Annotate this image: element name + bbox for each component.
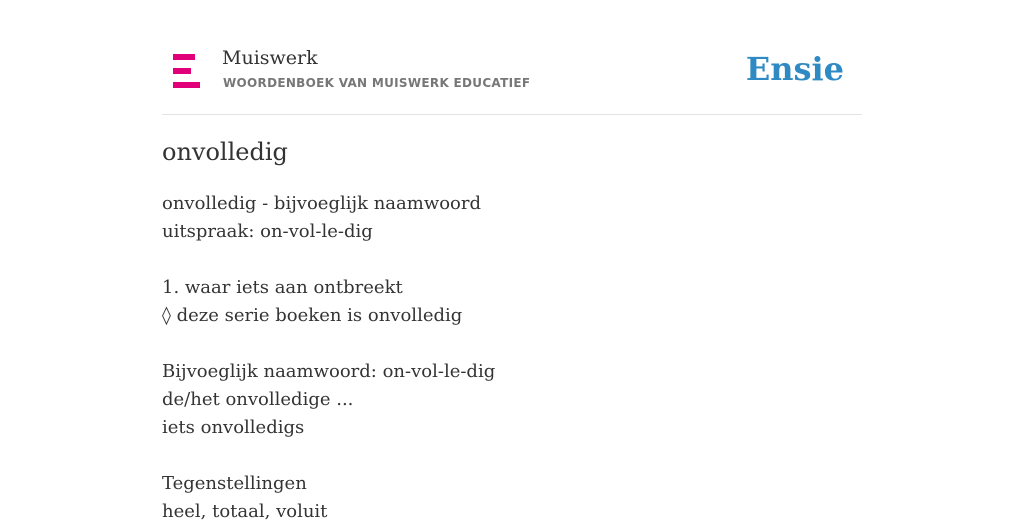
definition-line: uitspraak: on-vol-le-dig — [162, 221, 373, 242]
definition-line: de/het onvolledige ... — [162, 389, 354, 410]
definition-body — [162, 190, 862, 526]
definition-line: iets onvolledigs — [162, 417, 305, 438]
definition-line: heel, totaal, voluit — [162, 501, 328, 522]
site-name[interactable]: Muiswerk — [222, 47, 318, 69]
muiswerk-logo-icon[interactable] — [173, 54, 200, 88]
definition-line: ◊ deze serie boeken is onvolledig — [162, 305, 463, 326]
definition-line: Bijvoeglijk naamwoord: on-vol-le-dig — [162, 361, 496, 382]
definition-line — [162, 330, 862, 358]
logo-bar-middle — [173, 68, 191, 74]
definition-line: 1. waar iets aan ontbreekt — [162, 277, 403, 298]
definition-line: Tegenstellingen — [162, 473, 307, 494]
definition-line: onvolledig - bijvoeglijk naamwoord — [162, 193, 482, 214]
site-subtitle: WOORDENBOEK VAN MUISWERK EDUCATIEF — [223, 76, 531, 90]
site-header — [162, 0, 862, 115]
definition-line — [162, 246, 862, 274]
page-title: onvolledig — [162, 138, 288, 166]
ensie-home-link[interactable]: Ensie — [745, 50, 844, 88]
logo-bar-top — [173, 54, 195, 60]
definition-line — [162, 442, 862, 470]
logo-bar-bottom — [173, 82, 200, 88]
